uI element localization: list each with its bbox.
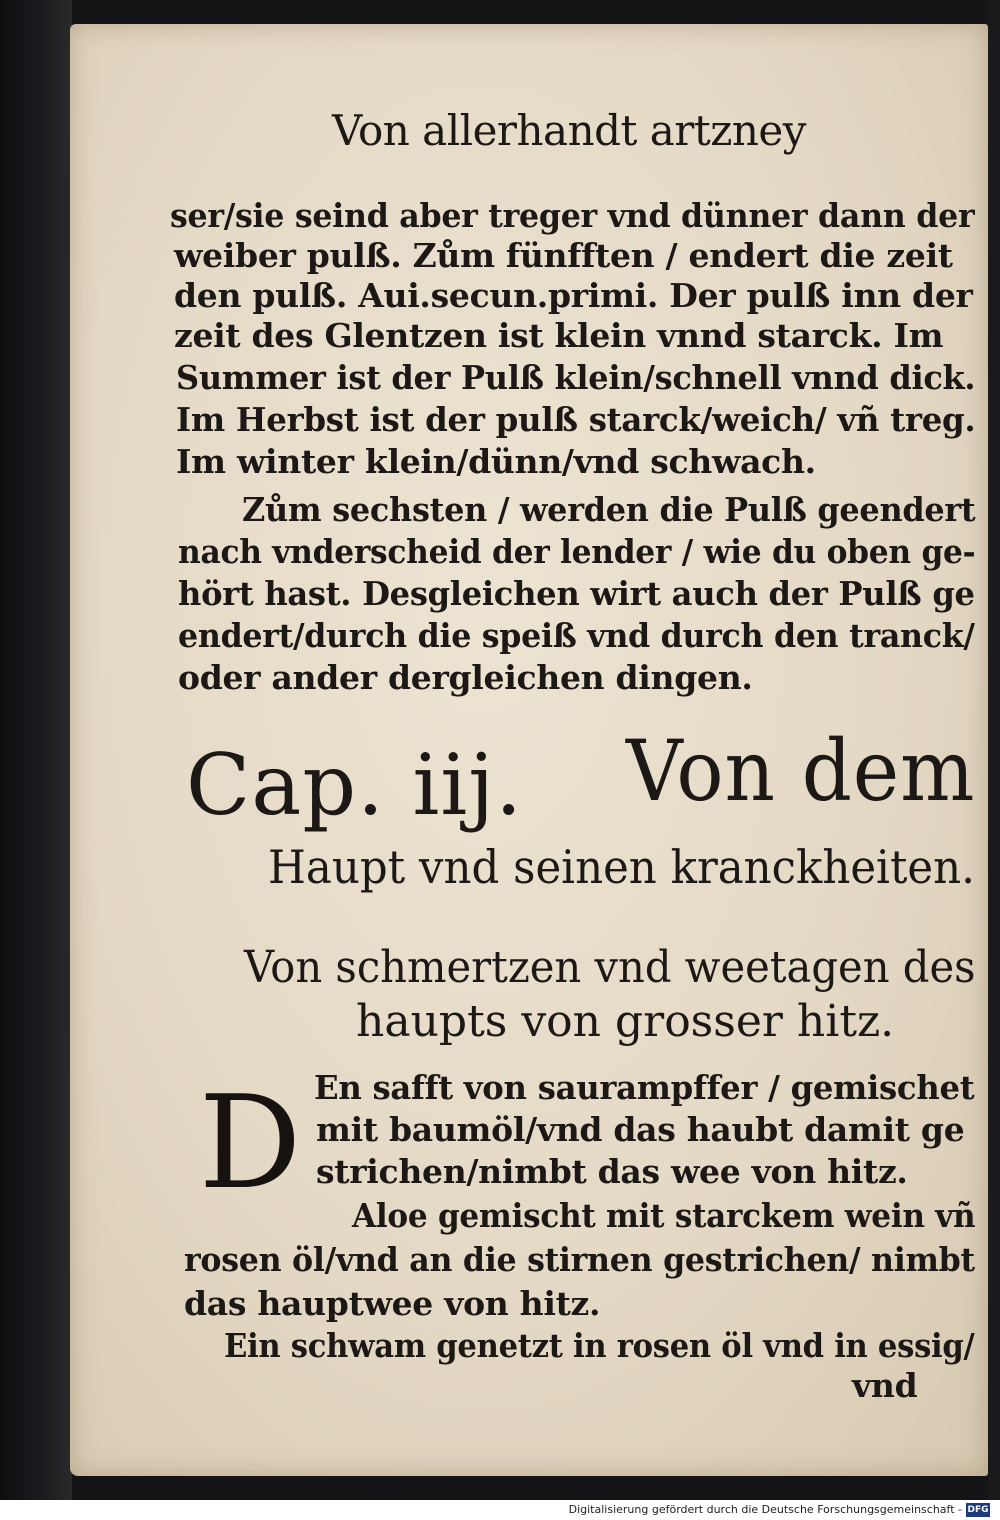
recipe-3-line: Ein schwam genetzt in rosen öl vnd in essig/: [224, 1326, 975, 1365]
catchword: vnd: [852, 1366, 918, 1405]
paragraph-1-line: Im winter klein/dünn/vnd schwach.: [176, 442, 816, 481]
book-edge: [988, 0, 1000, 1500]
digitization-credit: Digitalisierung gefördert durch die Deutsche Forschungsgemeinschaft -: [568, 1503, 962, 1516]
book-gutter-shadow: [0, 0, 72, 1500]
chapter-number: Cap. iij.: [186, 736, 524, 834]
paragraph-1-line: zeit des Glentzen ist klein vnnd starck. Im: [174, 316, 944, 355]
paragraph-2-line: endert/durch die speiß vnd durch den tranck/: [178, 616, 975, 655]
chapter-title: Von dem: [626, 722, 976, 820]
paragraph-1-line: Im Herbst ist der pulß starck/weich/ vñ treg.: [176, 400, 976, 439]
recipe-2-line: Aloe gemischt mit starckem wein vñ: [352, 1196, 976, 1235]
paragraph-1-line: den pulß. Aui.secun.primi. Der pulß inn der: [174, 276, 973, 315]
paragraph-2-line: nach vnderscheid der lender / wie du oben ge-: [178, 532, 976, 571]
recipe-2-line: das hauptwee von hitz.: [184, 1284, 601, 1323]
paragraph-2-line: oder ander dergleichen dingen.: [178, 658, 753, 697]
recipe-1-line: mit baumöl/vnd das haubt damit ge: [316, 1110, 965, 1149]
chapter-subtitle: Haupt vnd seinen kranckheiten.: [268, 840, 975, 894]
paragraph-2-line: hört hast. Desgleichen wirt auch der Pulß ge: [178, 574, 975, 613]
paragraph-1-line: ser/sie seind aber treger vnd dünner dann der: [170, 196, 975, 235]
recipe-1-line: En safft von saurampffer / gemischet: [314, 1068, 975, 1107]
recipe-1-line: strichen/nimbt das wee von hitz.: [316, 1152, 908, 1191]
recipe-2-line: rosen öl/vnd an die stirnen gestrichen/ nimbt: [184, 1240, 975, 1279]
paragraph-1-line: weiber pulß. Zům fünfften / endert die zeit: [174, 236, 953, 275]
drop-cap-initial: D: [198, 1069, 302, 1218]
section-heading-line: haupts von grosser hitz.: [356, 996, 895, 1047]
running-head: Von allerhandt artzney: [332, 106, 807, 155]
section-heading-line: Von schmertzen vnd weetagen des: [244, 942, 976, 993]
paragraph-1-line: Summer ist der Pulß klein/schnell vnnd dick.: [176, 358, 976, 397]
paragraph-2-line: Zům sechsten / werden die Pulß geendert: [242, 490, 976, 529]
dfg-logo: DFG: [967, 1505, 989, 1515]
